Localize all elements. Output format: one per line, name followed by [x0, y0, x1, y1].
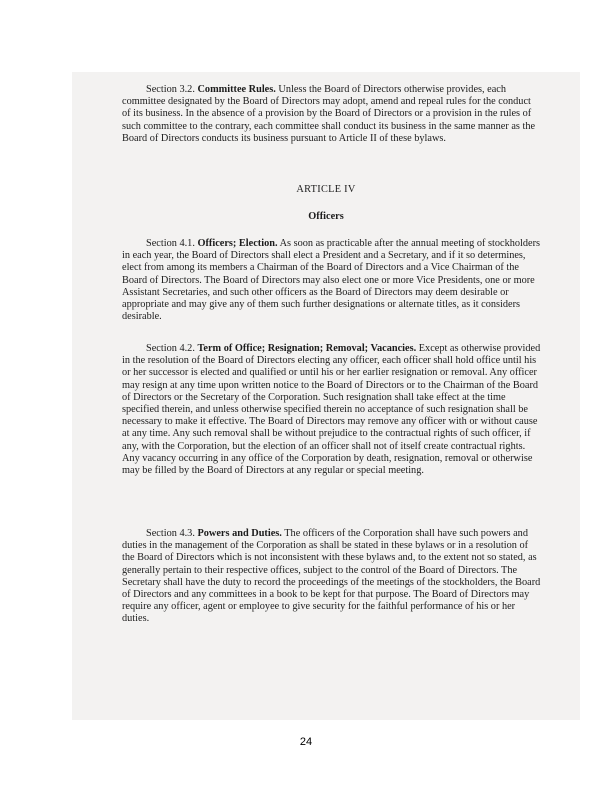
section-4-2-heading: Section 4.2. — [146, 343, 195, 354]
section-4-2-paragraph — [122, 343, 542, 477]
article-title: Officers — [308, 211, 344, 222]
section-4-1-title: Officers; Election. — [197, 238, 278, 249]
section-3-2-text: Unless the Board of Directors otherwise provides, each committee designated by the Board of Directors may adopt, amend and repeal rules for the conduct of its business. In the absence of a provision by the Board of Directors or a provision in the rules of such committee to the contrary, each committee shall conduct its business in the same manner as the Board of Directors conducts its business pursuant to Article II of these bylaws. — [122, 84, 536, 144]
section-4-3-heading: Section 4.3. — [146, 528, 195, 539]
section-3-2-paragraph — [122, 84, 542, 145]
scanned-page-image — [72, 72, 580, 720]
section-4-1-text: As soon as practicable after the annual meeting of stockholders in each year, the Board of Directors shall elect a President and a Secretary, and if it so determines, elect from among its members a Chairman of the Board of Directors and a Vice Chairman of the Board of Directors. The Board of Directors may also elect one or more Vice Presidents, one or more Assistant Secretaries, and such other officers as the Board of Directors may deem desirable or appropriate and may give any of them such further designations or alternate titles, as it considers desirable. — [122, 238, 541, 323]
section-3-2-title: Committee Rules. — [197, 84, 276, 95]
section-4-3-title: Powers and Duties. — [197, 528, 282, 539]
section-4-2-text: Except as otherwise provided in the resolution of the Board of Directors electing any officer, each officer shall hold office until his or her successor is elected and qualified or until his or her earlier resignation or removal. Any officer may resign at any time upon written notice to the Board of Directors or to the Chairman of the Board of Directors or the Secretary of the Corporation. Such resignation shall take effect at the time specified therein, and unless otherwise specified therein no acceptance of such resignation shall be necessary to make it effective. The Board of Directors may remove any officer with or without cause at any time. Any such removal shall be without prejudice to the contractual rights of such officer, if any, with the Corporation, but the election of an officer shall not of itself create contractual rights. Any vacancy occurring in any office of the Corporation by death, resignation, removal or otherwise may be filled by the Board of Directors at any regular or special meeting. — [122, 343, 541, 477]
section-3-2-heading: Section 3.2. — [146, 84, 195, 95]
section-4-1-paragraph — [122, 238, 542, 323]
article-number: ARTICLE IV — [296, 184, 356, 195]
section-4-3-paragraph — [122, 528, 542, 626]
page-number: 24 — [299, 736, 313, 748]
section-4-2-title: Term of Office; Resignation; Removal; Vacancies. — [197, 343, 417, 354]
section-4-3-text: The officers of the Corporation shall have such powers and duties in the management of the Corporation as shall be stated in these bylaws or in a resolution of the Board of Directors which is not inconsistent with these bylaws and, to the extent not so stated, as generally pertain to their respective offices, subject to the control of the Board of Directors. The Secretary shall have the duty to record the proceedings of the meetings of the stockholders, the Board of Directors and any committees in a book to be kept for that purpose. The Board of Directors may require any officer, agent or employee to give security for the faithful performance of his or her duties. — [122, 528, 541, 625]
section-4-1-heading: Section 4.1. — [146, 238, 195, 249]
